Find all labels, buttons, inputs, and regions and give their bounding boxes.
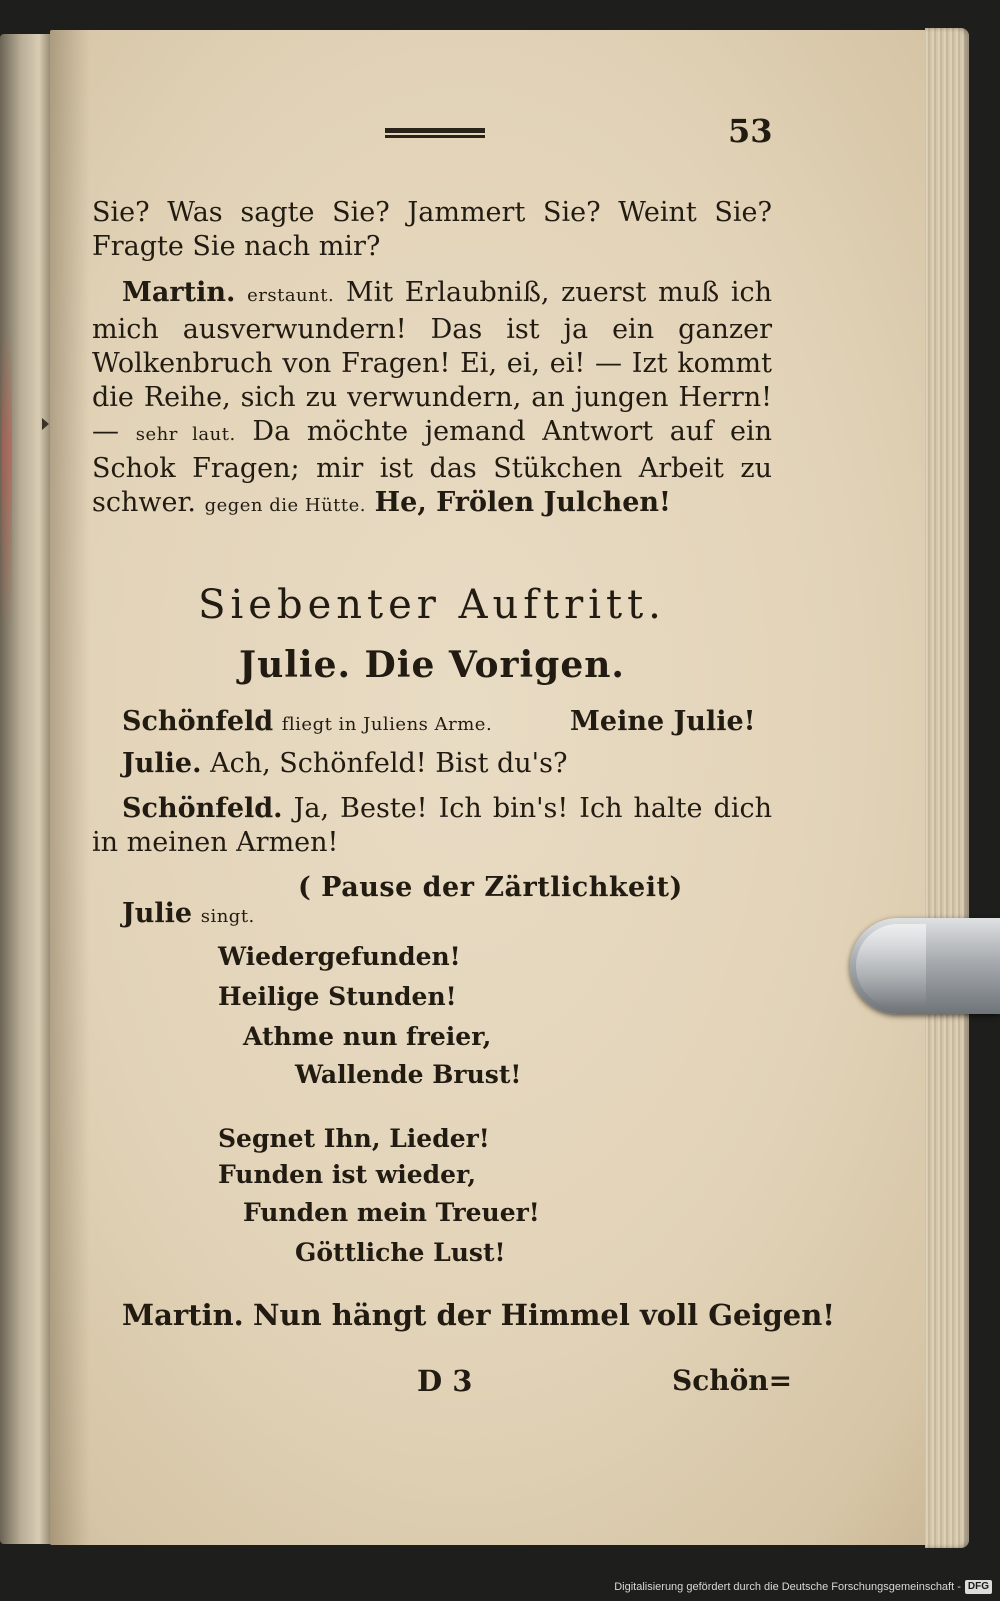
stage-direction: singt. xyxy=(200,906,255,927)
page-number: 53 xyxy=(728,112,773,150)
song-line: Funden ist wieder, xyxy=(218,1160,477,1189)
martin-speech-1 xyxy=(92,276,772,523)
catchword: Schön= xyxy=(672,1364,793,1397)
dfg-logo: DFG xyxy=(965,1580,992,1594)
speaker-julie: Julie xyxy=(122,898,193,929)
page-fore-edge xyxy=(925,28,969,1548)
left-margin-mark xyxy=(42,418,49,430)
schoenfeld-line-1 xyxy=(122,706,492,737)
speaker-martin: Martin. xyxy=(122,277,236,308)
speaker-schoenfeld: Schönfeld. xyxy=(122,793,283,824)
stage-direction: erstaunt. xyxy=(247,285,335,306)
song-line: Heilige Stunden! xyxy=(218,982,457,1011)
speaker-julie: Julie. xyxy=(122,748,202,779)
funding-credit xyxy=(614,1579,992,1595)
song-line: Wiedergefunden! xyxy=(218,942,461,971)
speech-text: Mit Erlaubniß, zuerst muß ich mich ausverwundern! Das ist ja ein ganzer Wolkenbruch von Fragen! Ei, ei, ei! — Izt kommt die Reihe, sich zu verwundern, an jungen Herrn! — xyxy=(92,277,772,447)
martin-line-2 xyxy=(122,1298,835,1332)
scene-heading: Siebenter Auftritt. xyxy=(198,582,666,628)
speech-text: Da möchte jemand Antwort auf ein Schok Fragen; mir ist das Stükchen Arbeit zu schwer. xyxy=(92,416,772,518)
speech-text: He, Frölen Julchen! xyxy=(374,487,671,518)
song-line: Wallende Brust! xyxy=(295,1060,522,1089)
page-holder-clip xyxy=(850,918,1000,1014)
speech-text: Ja, Beste! Ich bin's! Ich halte dich in meinen Armen! xyxy=(92,793,772,858)
pause-direction: ( Pause der Zärtlichkeit) xyxy=(298,872,683,903)
persons-heading: Julie. Die Vorigen. xyxy=(239,644,625,686)
stage-direction: sehr laut. xyxy=(135,424,236,445)
speaker-martin: Martin. xyxy=(122,1298,244,1332)
julie-line-2 xyxy=(122,898,255,929)
gutter-shadow xyxy=(50,30,90,1545)
credit-text: Digitalisierung gefördert durch die Deutsche Forschungsgemeinschaft - xyxy=(614,1581,961,1593)
header-rule xyxy=(385,128,485,138)
stage-direction: gegen die Hütte. xyxy=(204,495,367,516)
speech-text: Ach, Schönfeld! Bist du's? xyxy=(210,748,568,779)
continuation-text: Sie? Was sagte Sie? Jammert Sie? Weint Sie? Fragte Sie nach mir? xyxy=(92,197,772,262)
speaker-schoenfeld: Schönfeld xyxy=(122,706,274,737)
speech-text: Meine Julie! xyxy=(570,706,756,737)
julie-line-1 xyxy=(122,748,567,779)
song-line: Funden mein Treuer! xyxy=(243,1198,540,1227)
song-line: Segnet Ihn, Lieder! xyxy=(218,1124,490,1153)
left-page-red-mark xyxy=(2,330,12,630)
speech-text: Nun hängt der Himmel voll Geigen! xyxy=(252,1298,836,1332)
song-line: Athme nun freier, xyxy=(243,1022,492,1051)
song-line: Göttliche Lust! xyxy=(295,1238,506,1267)
stage-direction: fliegt in Juliens Arme. xyxy=(281,714,493,735)
schoenfeld-line-2 xyxy=(92,792,772,860)
signature-mark: D 3 xyxy=(417,1364,473,1398)
left-page-edge xyxy=(0,34,52,1544)
